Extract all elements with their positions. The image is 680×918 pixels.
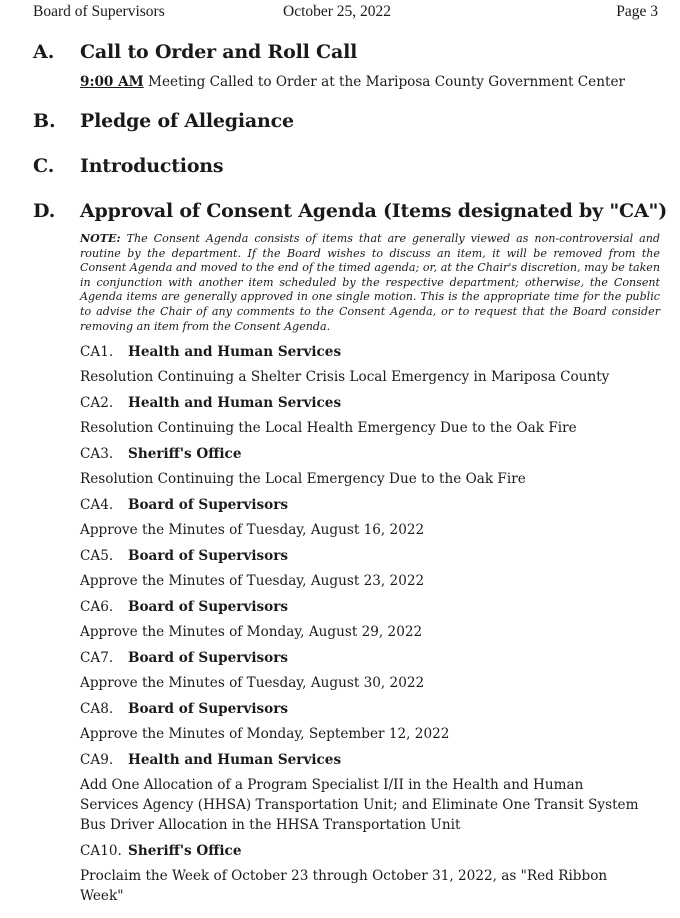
section-a-title: Call to Order and Roll Call bbox=[80, 41, 358, 63]
consent-item bbox=[80, 699, 665, 744]
consent-item bbox=[80, 495, 665, 540]
meeting-time: 9:00 AM bbox=[80, 74, 144, 90]
item-department: Board of Supervisors bbox=[128, 497, 289, 513]
header-page-number: Page 3 bbox=[616, 3, 658, 20]
item-description: Add One Allocation of a Program Specialist I/II in the Health and Human Services Agency (HHSA) Transportation Unit; and Eliminate One Transit System Bus Driver Allocation in the HHSA Transportation Unit bbox=[80, 777, 639, 833]
section-d-letter: D. bbox=[33, 200, 56, 222]
consent-item bbox=[80, 444, 665, 489]
item-description: Approve the Minutes of Tuesday, August 16, 2022 bbox=[80, 522, 425, 538]
section-d bbox=[33, 200, 667, 226]
item-number: CA9. bbox=[80, 752, 114, 768]
item-number: CA1. bbox=[80, 344, 114, 360]
consent-item bbox=[80, 648, 665, 693]
item-number: CA8. bbox=[80, 701, 114, 717]
consent-item bbox=[80, 750, 665, 835]
consent-item bbox=[80, 393, 665, 438]
item-number: CA6. bbox=[80, 599, 114, 615]
consent-items-list bbox=[80, 342, 665, 912]
header-board: Board of Supervisors bbox=[33, 3, 165, 20]
item-description: Resolution Continuing the Local Health Emergency Due to the Oak Fire bbox=[80, 420, 577, 436]
page-header bbox=[33, 3, 658, 23]
meeting-text: Meeting Called to Order at the Mariposa County Government Center bbox=[143, 74, 625, 90]
item-number: CA10. bbox=[80, 843, 122, 859]
consent-item bbox=[80, 546, 665, 591]
section-a bbox=[33, 41, 660, 67]
note-label: NOTE: bbox=[80, 232, 121, 245]
consent-item bbox=[80, 841, 665, 906]
item-department: Health and Human Services bbox=[128, 752, 342, 768]
section-b bbox=[33, 110, 660, 136]
item-description: Approve the Minutes of Monday, September 12, 2022 bbox=[80, 726, 450, 742]
item-department: Sheriff's Office bbox=[128, 843, 242, 859]
item-department: Board of Supervisors bbox=[128, 599, 289, 615]
item-number: CA3. bbox=[80, 446, 114, 462]
item-number: CA2. bbox=[80, 395, 114, 411]
item-department: Sheriff's Office bbox=[128, 446, 242, 462]
section-c-letter: C. bbox=[33, 155, 55, 177]
item-description: Proclaim the Week of October 23 through October 31, 2022, as "Red Ribbon Week" bbox=[80, 868, 608, 904]
consent-item bbox=[80, 597, 665, 642]
section-c-title: Introductions bbox=[80, 155, 224, 177]
item-number: CA5. bbox=[80, 548, 114, 564]
note-text: The Consent Agenda consists of items that are generally viewed as non-controversial and routine by the department. If the Board wishes to discuss an item, it will be removed from the Consent Agenda and moved to the end of the timed agenda; or, at the Chair's discretion, may be taken in conjunction with another item scheduled by the respective department; otherwise, the Consent Agenda items are generally approved in one single motion. This is the appropriate time for the public to advise the Chair of any comments to the Consent Agenda, or to request that the Board consider removing an item from the Consent Agenda. bbox=[80, 232, 660, 333]
item-department: Health and Human Services bbox=[128, 395, 342, 411]
item-description: Resolution Continuing a Shelter Crisis Local Emergency in Mariposa County bbox=[80, 369, 610, 385]
section-a-body bbox=[80, 74, 625, 90]
item-number: CA7. bbox=[80, 650, 114, 666]
item-department: Board of Supervisors bbox=[128, 701, 289, 717]
consent-agenda-note bbox=[80, 232, 660, 334]
item-department: Board of Supervisors bbox=[128, 548, 289, 564]
section-a-letter: A. bbox=[33, 41, 55, 63]
item-description: Approve the Minutes of Tuesday, August 30, 2022 bbox=[80, 675, 425, 691]
consent-item bbox=[80, 342, 665, 387]
item-department: Board of Supervisors bbox=[128, 650, 289, 666]
item-description: Resolution Continuing the Local Emergency Due to the Oak Fire bbox=[80, 471, 526, 487]
section-b-letter: B. bbox=[33, 110, 56, 132]
header-date: October 25, 2022 bbox=[283, 3, 392, 20]
item-description: Approve the Minutes of Monday, August 29, 2022 bbox=[80, 624, 423, 640]
item-description: Approve the Minutes of Tuesday, August 23, 2022 bbox=[80, 573, 425, 589]
item-number: CA4. bbox=[80, 497, 114, 513]
section-c bbox=[33, 155, 660, 181]
item-department: Health and Human Services bbox=[128, 344, 342, 360]
section-b-title: Pledge of Allegiance bbox=[80, 110, 294, 132]
section-d-title: Approval of Consent Agenda (Items designated by "CA") bbox=[80, 200, 667, 222]
